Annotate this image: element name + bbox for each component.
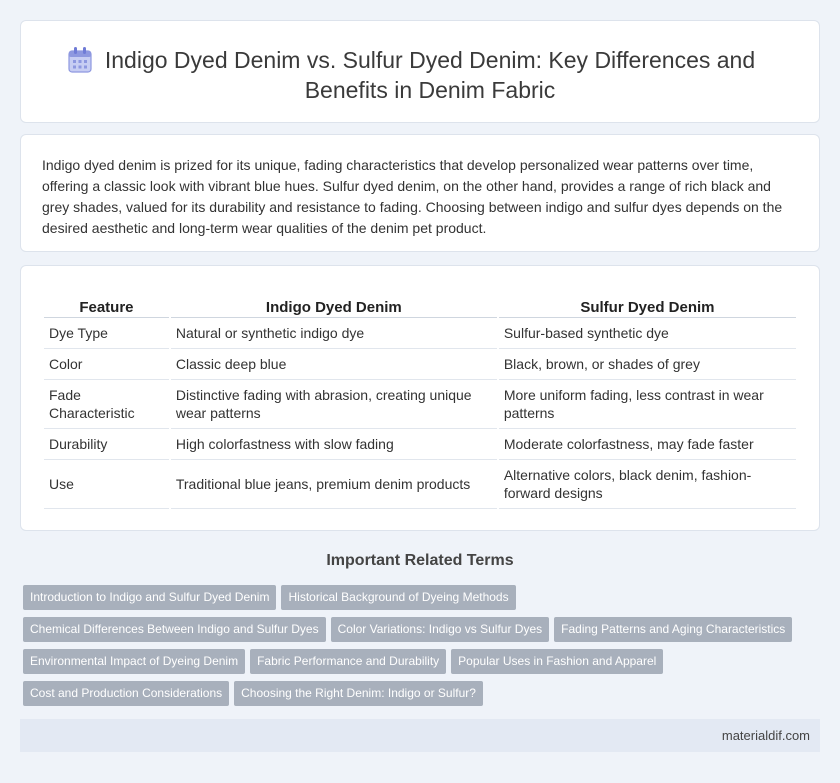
table-cell-indigo: Distinctive fading with abrasion, creating unique wear patterns [171, 380, 497, 429]
table-row [44, 380, 796, 429]
column-header-indigo: Indigo Dyed Denim [171, 298, 497, 318]
related-term-link[interactable]: Fading Patterns and Aging Characteristics [554, 617, 792, 642]
related-terms-heading: Important Related Terms [326, 552, 514, 569]
table-cell-sulfur: Black, brown, or shades of grey [499, 349, 796, 380]
column-header-feature: Feature [44, 298, 169, 318]
title-card [20, 20, 820, 123]
footer-site-name: materialdif.com [721, 728, 810, 743]
related-term-link[interactable]: Cost and Production Considerations [23, 681, 229, 706]
column-header-sulfur: Sulfur Dyed Denim [499, 298, 796, 318]
table-row [44, 460, 796, 509]
table-cell-feature: Dye Type [44, 318, 169, 349]
intro-paragraph: Indigo dyed denim is prized for its unique, fading characteristics that develop personalized wear patterns over time, offering a classic look with vibrant blue hues. Sulfur dyed denim, on the other hand, provides a range of rich black and grey shades, valued for its durability and resistance to fading. Choosing between indigo and sulfur dyes depends on the desired aesthetic and long-term wear qualities of the denim pet product. [42, 157, 783, 236]
table-cell-sulfur: Moderate colorfastness, may fade faster [499, 429, 796, 460]
table-cell-indigo: High colorfastness with slow fading [171, 429, 497, 460]
related-term-link[interactable]: Color Variations: Indigo vs Sulfur Dyes [331, 617, 550, 642]
table-row [44, 318, 796, 349]
table-cell-feature: Durability [44, 429, 169, 460]
related-terms-list [23, 585, 823, 713]
related-term-link[interactable]: Chemical Differences Between Indigo and Sulfur Dyes [23, 617, 326, 642]
related-term-link[interactable]: Choosing the Right Denim: Indigo or Sulfur? [234, 681, 483, 706]
comparison-table [42, 298, 798, 509]
intro-card [20, 134, 820, 252]
table-cell-sulfur: More uniform fading, less contrast in wear patterns [499, 380, 796, 429]
table-header-row [44, 298, 796, 318]
table-cell-indigo: Natural or synthetic indigo dye [171, 318, 497, 349]
related-term-link[interactable]: Fabric Performance and Durability [250, 649, 446, 674]
comparison-card [20, 265, 820, 531]
table-cell-feature: Color [44, 349, 169, 380]
table-cell-indigo: Traditional blue jeans, premium denim products [171, 460, 497, 509]
table-row [44, 429, 796, 460]
table-cell-indigo: Classic deep blue [171, 349, 497, 380]
table-row [44, 349, 796, 380]
related-term-link[interactable]: Environmental Impact of Dyeing Denim [23, 649, 245, 674]
footer [20, 719, 820, 752]
related-term-link[interactable]: Popular Uses in Fashion and Apparel [451, 649, 663, 674]
table-cell-feature: Use [44, 460, 169, 509]
page-title: Indigo Dyed Denim vs. Sulfur Dyed Denim: Key Differences and Benefits in Denim Fabric [104, 47, 756, 103]
table-cell-sulfur: Alternative colors, black denim, fashion-forward designs [499, 460, 796, 509]
related-term-link[interactable]: Introduction to Indigo and Sulfur Dyed Denim [23, 585, 276, 610]
related-term-link[interactable]: Historical Background of Dyeing Methods [281, 585, 515, 610]
table-cell-sulfur: Sulfur-based synthetic dye [499, 318, 796, 349]
table-cell-feature: Fade Characteristic [44, 380, 169, 429]
